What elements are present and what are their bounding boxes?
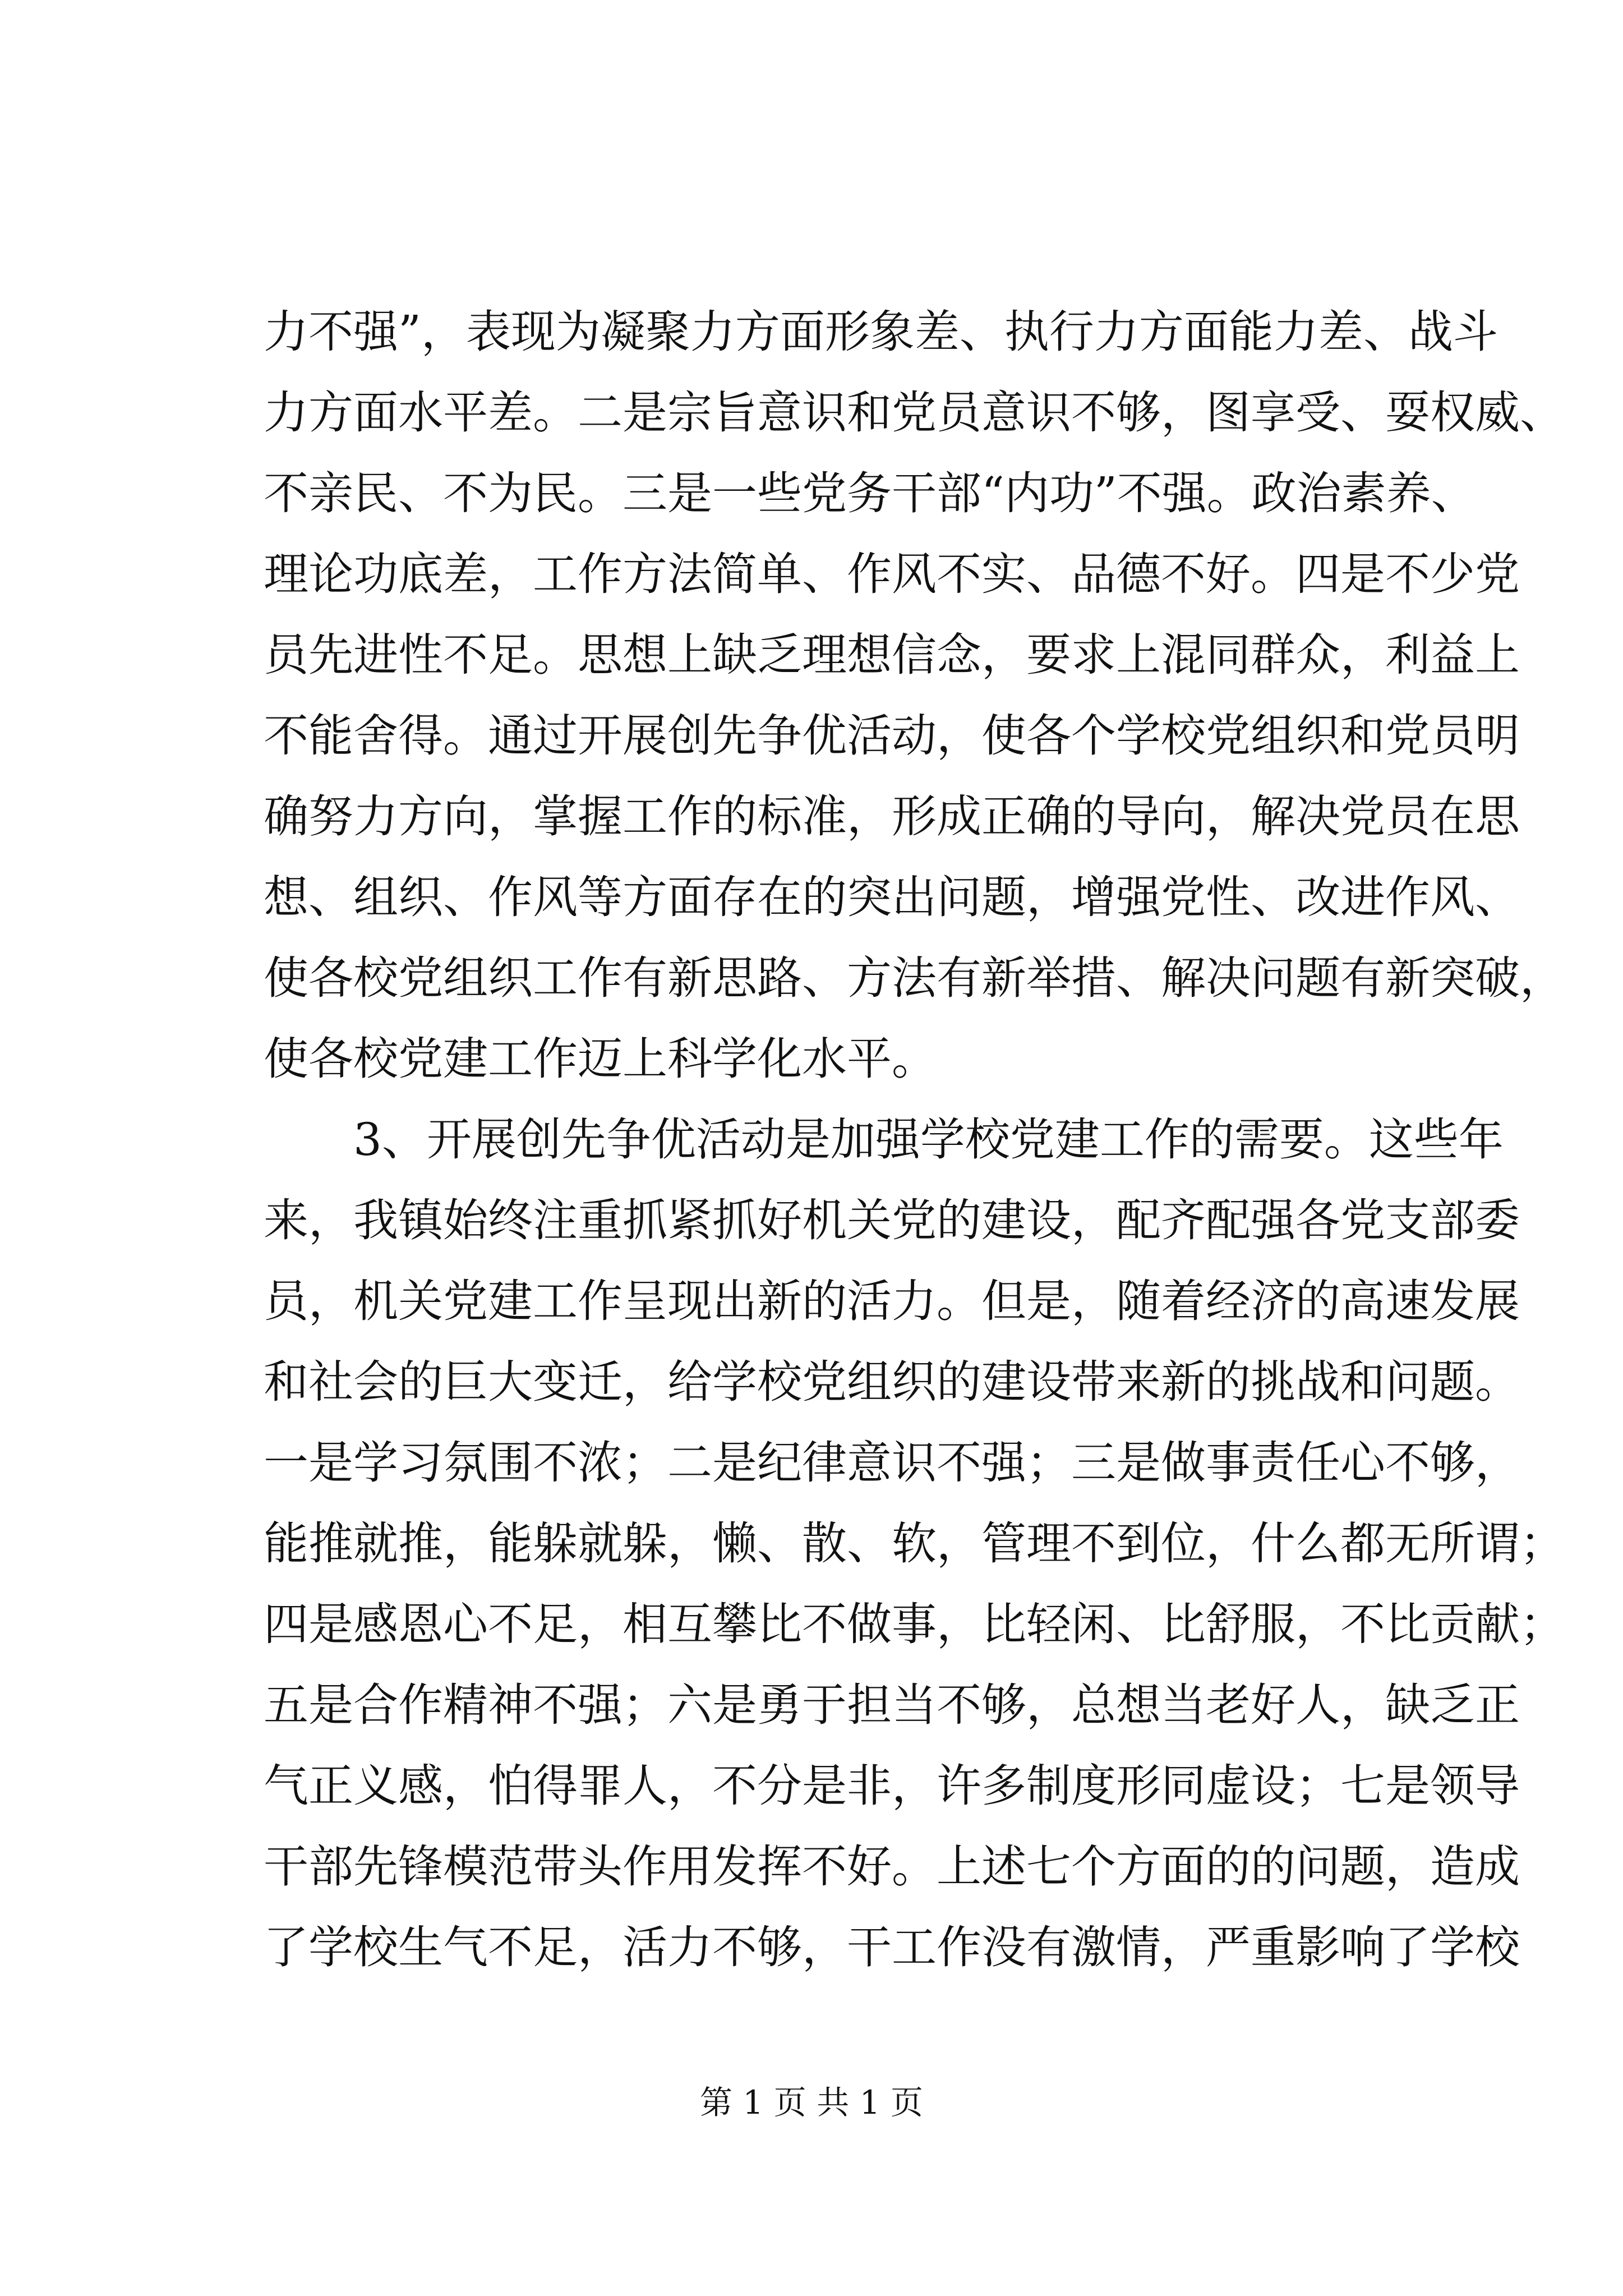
- text-line: 一是学习氛围不浓；二是纪律意识不强；三是做事责任心不够，: [264, 1437, 1520, 1489]
- text-line: 想、组织、作风等方面存在的突出问题，增强党性、改进作风、: [264, 871, 1520, 923]
- text-line: 使各校党建工作迈上科学化水平。: [264, 1033, 937, 1085]
- text-line: 能推就推，能躲就躲，懒、散、软，管理不到位，什么都无所谓；: [264, 1517, 1565, 1570]
- text-line: 不能舍得。通过开展创先争优活动，使各个学校党组织和党员明: [264, 710, 1520, 762]
- text-line: 来，我镇始终注重抓紧抓好机关党的建设，配齐配强各党支部委: [264, 1194, 1520, 1246]
- page-number-footer: 第 1 页 共 1 页: [700, 2083, 923, 2122]
- text-line: 使各校党组织工作有新思路、方法有新举措、解决问题有新突破，: [264, 952, 1565, 1004]
- text-line: 了学校生气不足，活力不够，干工作没有激情，严重影响了学校: [264, 1921, 1520, 1973]
- text-line: 不亲民、不为民。三是一些党务干部“内功”不强。政治素养、: [264, 467, 1476, 519]
- text-line: 力方面水平差。二是宗旨意识和党员意识不够，图享受、耍权威、: [264, 386, 1565, 439]
- text-line: 确努力方向，掌握工作的标准，形成正确的导向，解决党员在思: [264, 790, 1520, 843]
- text-line: 四是感恩心不足，相互攀比不做事，比轻闲、比舒服，不比贡献；: [264, 1598, 1565, 1650]
- text-line: 力不强”，表现为凝聚力方面形象差、执行力方面能力差、战斗: [264, 306, 1498, 358]
- text-line: 气正义感，怕得罪人，不分是非，许多制度形同虚设；七是领导: [264, 1760, 1520, 1812]
- text-line: 和社会的巨大变迁，给学校党组织的建设带来新的挑战和问题。: [264, 1356, 1520, 1408]
- text-line: 员先进性不足。思想上缺乏理想信念，要求上混同群众，利益上: [264, 629, 1520, 681]
- text-line: 员，机关党建工作呈现出新的活力。但是，随着经济的高速发展: [264, 1275, 1520, 1327]
- paragraph-start-line: 3、开展创先争优活动是加强学校党建工作的需要。这些年: [264, 1114, 1504, 1166]
- text-line: 干部先锋模范带头作用发挥不好。上述七个方面的的问题，造成: [264, 1841, 1520, 1893]
- text-line: 五是合作精神不强；六是勇于担当不够，总想当老好人，缺乏正: [264, 1679, 1520, 1731]
- body-text: [264, 292, 1565, 1988]
- text-line: 理论功底差，工作方法简单、作风不实、品德不好。四是不少党: [264, 548, 1520, 600]
